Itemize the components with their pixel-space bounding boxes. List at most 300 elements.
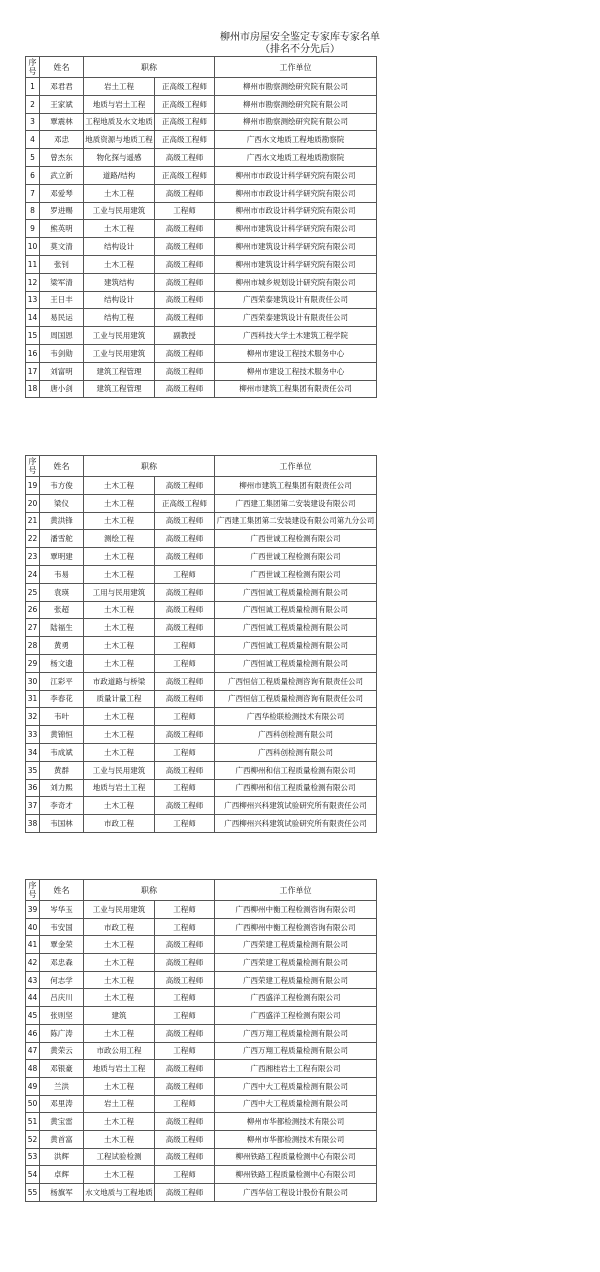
professional-title: 高级工程师	[155, 362, 215, 380]
specialty: 工业与民用建筑	[84, 761, 155, 779]
table-row	[26, 637, 377, 655]
header-no: 序号	[26, 880, 40, 901]
specialty: 土木工程	[84, 1077, 155, 1095]
header-unit: 工作单位	[215, 880, 377, 901]
work-unit: 柳州市市政设计科学研究院有限公司	[215, 166, 377, 184]
expert-name: 张超	[40, 601, 84, 619]
row-number: 55	[26, 1184, 40, 1202]
professional-title: 工程师	[155, 901, 215, 919]
specialty: 土木工程	[84, 1166, 155, 1184]
specialty: 工业与民用建筑	[84, 344, 155, 362]
table-row	[26, 78, 377, 96]
row-number: 26	[26, 601, 40, 619]
table-row	[26, 1077, 377, 1095]
row-number: 37	[26, 797, 40, 815]
work-unit: 柳州市市政设计科学研究院有限公司	[215, 184, 377, 202]
specialty: 市政工程	[84, 918, 155, 936]
row-number: 30	[26, 672, 40, 690]
work-unit: 广西柳州兴科建筑试验研究所有限责任公司	[215, 797, 377, 815]
work-unit: 广西柳州和信工程质量检测有限公司	[215, 779, 377, 797]
expert-name: 洪辉	[40, 1148, 84, 1166]
professional-title: 高级工程师	[155, 690, 215, 708]
row-number: 38	[26, 815, 40, 833]
specialty: 地质与岩土工程	[84, 779, 155, 797]
work-unit: 广西万翔工程质量检测有限公司	[215, 1042, 377, 1060]
table-row	[26, 690, 377, 708]
professional-title: 工程师	[155, 743, 215, 761]
table-row	[26, 477, 377, 495]
professional-title: 高级工程师	[155, 797, 215, 815]
work-unit: 广西科技大学土木建筑工程学院	[215, 327, 377, 345]
work-unit: 广西柳州中衡工程检测咨询有限公司	[215, 918, 377, 936]
row-number: 3	[26, 113, 40, 131]
specialty: 土木工程	[84, 1113, 155, 1131]
expert-name: 张则坚	[40, 1007, 84, 1025]
work-unit: 广西世诚工程检测有限公司	[215, 548, 377, 566]
row-number: 29	[26, 654, 40, 672]
professional-title: 高级工程师	[155, 1077, 215, 1095]
header-no: 序号	[26, 456, 40, 477]
professional-title: 高级工程师	[155, 726, 215, 744]
row-number: 44	[26, 989, 40, 1007]
professional-title: 高级工程师	[155, 619, 215, 637]
work-unit: 广西盛洋工程检测有限公司	[215, 1007, 377, 1025]
work-unit: 广西荣建工程质量检测有限公司	[215, 971, 377, 989]
work-unit: 广西荣泰建筑设计有限责任公司	[215, 291, 377, 309]
header-name: 姓名	[40, 456, 84, 477]
expert-name: 覃明建	[40, 548, 84, 566]
work-unit: 广西华检联检测技术有限公司	[215, 708, 377, 726]
professional-title: 正高级工程师	[155, 113, 215, 131]
professional-title: 高级工程师	[155, 238, 215, 256]
specialty: 建筑结构	[84, 273, 155, 291]
work-unit: 广西水文地质工程地质勘察院	[215, 149, 377, 167]
specialty: 岩土工程	[84, 1095, 155, 1113]
specialty: 市政工程	[84, 815, 155, 833]
work-unit: 广西荣泰建筑设计有限责任公司	[215, 309, 377, 327]
work-unit: 广西万翔工程质量检测有限公司	[215, 1024, 377, 1042]
specialty: 地质资源与地质工程	[84, 131, 155, 149]
row-number: 4	[26, 131, 40, 149]
document-subtitle: （排名不分先后）	[260, 44, 340, 55]
professional-title: 正高级工程师	[155, 78, 215, 96]
expert-name: 黄洪锋	[40, 512, 84, 530]
expert-name: 李春花	[40, 690, 84, 708]
row-number: 10	[26, 238, 40, 256]
work-unit: 广西建工集团第二安装建设有限公司第九分公司	[215, 512, 377, 530]
specialty: 测绘工程	[84, 530, 155, 548]
specialty: 土木工程	[84, 989, 155, 1007]
professional-title: 正高级工程师	[155, 166, 215, 184]
table-row	[26, 565, 377, 583]
work-unit: 广西恒诚工程质量检测有限公司	[215, 654, 377, 672]
table-row	[26, 344, 377, 362]
specialty: 地质与岩土工程	[84, 95, 155, 113]
professional-title: 工程师	[155, 918, 215, 936]
work-unit: 柳州市建筑设计科学研究院有限公司	[215, 220, 377, 238]
table-row	[26, 362, 377, 380]
professional-title: 工程师	[155, 815, 215, 833]
work-unit: 柳州市勘察测绘研究院有限公司	[215, 95, 377, 113]
table-body	[26, 78, 377, 398]
expert-name: 曾杰东	[40, 149, 84, 167]
professional-title: 工程师	[155, 637, 215, 655]
work-unit: 柳州市城乡规划设计研究院有限公司	[215, 273, 377, 291]
work-unit: 柳州市建筑设计科学研究院有限公司	[215, 238, 377, 256]
professional-title: 工程师	[155, 779, 215, 797]
expert-name: 邓忠	[40, 131, 84, 149]
work-unit: 柳州铁路工程质量检测中心有限公司	[215, 1166, 377, 1184]
expert-name: 韦方俊	[40, 477, 84, 495]
table-row	[26, 954, 377, 972]
row-number: 6	[26, 166, 40, 184]
work-unit: 柳州市建筑工程集团有限责任公司	[215, 380, 377, 398]
expert-name: 邓忠森	[40, 954, 84, 972]
table-row	[26, 761, 377, 779]
table-row	[26, 113, 377, 131]
work-unit: 柳州市勘察测绘研究院有限公司	[215, 113, 377, 131]
table-header	[26, 57, 377, 78]
expert-name: 罗进赐	[40, 202, 84, 220]
table-row	[26, 1113, 377, 1131]
work-unit: 广西科创检测有限公司	[215, 726, 377, 744]
row-number: 7	[26, 184, 40, 202]
professional-title: 高级工程师	[155, 477, 215, 495]
expert-name: 周国恩	[40, 327, 84, 345]
professional-title: 副教授	[155, 327, 215, 345]
expert-name: 韦国林	[40, 815, 84, 833]
professional-title: 工程师	[155, 1042, 215, 1060]
expert-name: 邓爱琴	[40, 184, 84, 202]
table-header	[26, 880, 377, 901]
row-number: 36	[26, 779, 40, 797]
professional-title: 工程师	[155, 565, 215, 583]
specialty: 土木工程	[84, 255, 155, 273]
table-row	[26, 619, 377, 637]
expert-name: 熊英明	[40, 220, 84, 238]
expert-name: 韦易	[40, 565, 84, 583]
specialty: 工程试验检测	[84, 1148, 155, 1166]
work-unit: 广西柳州中衡工程检测咨询有限公司	[215, 901, 377, 919]
table-row	[26, 1184, 377, 1202]
table-row	[26, 601, 377, 619]
professional-title: 高级工程师	[155, 971, 215, 989]
expert-name: 王家斌	[40, 95, 84, 113]
expert-table-page-1	[25, 56, 377, 398]
table-row	[26, 131, 377, 149]
expert-name: 王日丰	[40, 291, 84, 309]
specialty: 土木工程	[84, 494, 155, 512]
professional-title: 高级工程师	[155, 530, 215, 548]
row-number: 18	[26, 380, 40, 398]
specialty: 土木工程	[84, 601, 155, 619]
row-number: 47	[26, 1042, 40, 1060]
table-body	[26, 477, 377, 833]
specialty: 物化探与遥感	[84, 149, 155, 167]
row-number: 20	[26, 494, 40, 512]
row-number: 39	[26, 901, 40, 919]
expert-name: 韦安国	[40, 918, 84, 936]
professional-title: 正高级工程师	[155, 494, 215, 512]
row-number: 22	[26, 530, 40, 548]
table-row	[26, 1130, 377, 1148]
expert-name: 韦成斌	[40, 743, 84, 761]
table-row	[26, 971, 377, 989]
specialty: 岩土工程	[84, 78, 155, 96]
work-unit: 广西中大工程质量检测有限公司	[215, 1095, 377, 1113]
professional-title: 高级工程师	[155, 936, 215, 954]
specialty: 水文地质与工程地质	[84, 1184, 155, 1202]
work-unit: 柳州市华都检测技术有限公司	[215, 1130, 377, 1148]
work-unit: 广西中大工程质量检测有限公司	[215, 1077, 377, 1095]
professional-title: 高级工程师	[155, 309, 215, 327]
specialty: 土木工程	[84, 184, 155, 202]
specialty: 建筑工程管理	[84, 362, 155, 380]
work-unit: 广西恒诚工程质量检测有限公司	[215, 601, 377, 619]
specialty: 土木工程	[84, 743, 155, 761]
specialty: 工程地质及水文地质	[84, 113, 155, 131]
header-name: 姓名	[40, 880, 84, 901]
work-unit: 柳州市勘察测绘研究院有限公司	[215, 78, 377, 96]
professional-title: 高级工程师	[155, 1113, 215, 1131]
specialty: 土木工程	[84, 619, 155, 637]
work-unit: 柳州市建设工程技术服务中心	[215, 362, 377, 380]
expert-name: 梁军清	[40, 273, 84, 291]
table-row	[26, 273, 377, 291]
row-number: 35	[26, 761, 40, 779]
specialty: 工用与民用建筑	[84, 583, 155, 601]
row-number: 19	[26, 477, 40, 495]
expert-name: 兰洪	[40, 1077, 84, 1095]
expert-table-page-3	[25, 879, 377, 1202]
table-row	[26, 936, 377, 954]
work-unit: 广西世诚工程检测有限公司	[215, 565, 377, 583]
work-unit: 柳州市建筑工程集团有限责任公司	[215, 477, 377, 495]
table-row	[26, 291, 377, 309]
professional-title: 工程师	[155, 708, 215, 726]
table-row	[26, 708, 377, 726]
specialty: 土木工程	[84, 548, 155, 566]
work-unit: 广西华信工程设计股份有限公司	[215, 1184, 377, 1202]
professional-title: 高级工程师	[155, 512, 215, 530]
work-unit: 柳州市建筑设计科学研究院有限公司	[215, 255, 377, 273]
table-row	[26, 1024, 377, 1042]
header-unit: 工作单位	[215, 57, 377, 78]
row-number: 50	[26, 1095, 40, 1113]
specialty: 地质与岩土工程	[84, 1060, 155, 1078]
row-number: 8	[26, 202, 40, 220]
work-unit: 广西盛洋工程检测有限公司	[215, 989, 377, 1007]
table-header	[26, 456, 377, 477]
work-unit: 柳州铁路工程质量检测中心有限公司	[215, 1148, 377, 1166]
table-row	[26, 149, 377, 167]
row-number: 28	[26, 637, 40, 655]
row-number: 41	[26, 936, 40, 954]
specialty: 土木工程	[84, 797, 155, 815]
professional-title: 高级工程师	[155, 954, 215, 972]
professional-title: 高级工程师	[155, 220, 215, 238]
work-unit: 广西荣建工程质量检测有限公司	[215, 954, 377, 972]
specialty: 土木工程	[84, 954, 155, 972]
specialty: 土木工程	[84, 1024, 155, 1042]
table-row	[26, 255, 377, 273]
professional-title: 高级工程师	[155, 601, 215, 619]
professional-title: 高级工程师	[155, 273, 215, 291]
work-unit: 广西恒诚工程质量检测有限公司	[215, 619, 377, 637]
row-number: 15	[26, 327, 40, 345]
professional-title: 高级工程师	[155, 380, 215, 398]
work-unit: 广西恒信工程质量检测咨询有限责任公司	[215, 672, 377, 690]
professional-title: 高级工程师	[155, 149, 215, 167]
specialty: 市政道路与桥梁	[84, 672, 155, 690]
professional-title: 高级工程师	[155, 761, 215, 779]
table-row	[26, 1042, 377, 1060]
expert-name: 黄锦恒	[40, 726, 84, 744]
specialty: 道路/结构	[84, 166, 155, 184]
work-unit: 广西恒诚工程质量检测有限公司	[215, 583, 377, 601]
work-unit: 广西恒信工程质量检测咨询有限责任公司	[215, 690, 377, 708]
row-number: 31	[26, 690, 40, 708]
expert-name: 陈广涛	[40, 1024, 84, 1042]
specialty: 土木工程	[84, 1130, 155, 1148]
expert-name: 邓银豪	[40, 1060, 84, 1078]
specialty: 土木工程	[84, 708, 155, 726]
expert-name: 刘力熙	[40, 779, 84, 797]
row-number: 33	[26, 726, 40, 744]
table-body	[26, 901, 377, 1202]
row-number: 45	[26, 1007, 40, 1025]
table-row	[26, 530, 377, 548]
specialty: 土木工程	[84, 220, 155, 238]
table-row	[26, 380, 377, 398]
expert-name: 李奇才	[40, 797, 84, 815]
expert-name: 江彩平	[40, 672, 84, 690]
professional-title: 高级工程师	[155, 1060, 215, 1078]
row-number: 32	[26, 708, 40, 726]
specialty: 土木工程	[84, 512, 155, 530]
row-number: 54	[26, 1166, 40, 1184]
table-row	[26, 1060, 377, 1078]
work-unit: 柳州市华都检测技术有限公司	[215, 1113, 377, 1131]
row-number: 51	[26, 1113, 40, 1131]
expert-name: 杨文遗	[40, 654, 84, 672]
row-number: 48	[26, 1060, 40, 1078]
expert-name: 邓里涛	[40, 1095, 84, 1113]
professional-title: 高级工程师	[155, 583, 215, 601]
expert-name: 刘富明	[40, 362, 84, 380]
row-number: 23	[26, 548, 40, 566]
expert-name: 吕庆川	[40, 989, 84, 1007]
expert-name: 卓辉	[40, 1166, 84, 1184]
row-number: 52	[26, 1130, 40, 1148]
row-number: 34	[26, 743, 40, 761]
table-row	[26, 583, 377, 601]
expert-name: 黄群	[40, 761, 84, 779]
work-unit: 广西荣建工程质量检测有限公司	[215, 936, 377, 954]
expert-table-page-2	[25, 455, 377, 833]
specialty: 建筑工程管理	[84, 380, 155, 398]
row-number: 5	[26, 149, 40, 167]
row-number: 12	[26, 273, 40, 291]
professional-title: 工程师	[155, 1166, 215, 1184]
table-row	[26, 327, 377, 345]
specialty: 质量计量工程	[84, 690, 155, 708]
header-name: 姓名	[40, 57, 84, 78]
work-unit: 广西恒诚工程质量检测有限公司	[215, 637, 377, 655]
specialty: 土木工程	[84, 726, 155, 744]
header-field: 职称	[84, 880, 215, 901]
specialty: 土木工程	[84, 654, 155, 672]
row-number: 43	[26, 971, 40, 989]
expert-name: 韦剑勋	[40, 344, 84, 362]
professional-title: 高级工程师	[155, 344, 215, 362]
expert-name: 何志学	[40, 971, 84, 989]
row-number: 21	[26, 512, 40, 530]
expert-name: 韦叶	[40, 708, 84, 726]
specialty: 土木工程	[84, 565, 155, 583]
work-unit: 柳州市建设工程技术服务中心	[215, 344, 377, 362]
table-row	[26, 184, 377, 202]
table-row	[26, 1148, 377, 1166]
header-field: 职称	[84, 57, 215, 78]
expert-name: 黄勇	[40, 637, 84, 655]
row-number: 2	[26, 95, 40, 113]
table-row	[26, 901, 377, 919]
specialty: 土木工程	[84, 971, 155, 989]
row-number: 53	[26, 1148, 40, 1166]
expert-name: 陆福生	[40, 619, 84, 637]
table-row	[26, 309, 377, 327]
table-row	[26, 1007, 377, 1025]
specialty: 工业与民用建筑	[84, 901, 155, 919]
row-number: 40	[26, 918, 40, 936]
professional-title: 工程师	[155, 989, 215, 1007]
specialty: 建筑	[84, 1007, 155, 1025]
table-row	[26, 95, 377, 113]
table-row	[26, 1095, 377, 1113]
expert-name: 黄宝雷	[40, 1113, 84, 1131]
table-row	[26, 989, 377, 1007]
expert-name: 张钊	[40, 255, 84, 273]
professional-title: 工程师	[155, 1007, 215, 1025]
work-unit: 广西世诚工程检测有限公司	[215, 530, 377, 548]
professional-title: 工程师	[155, 202, 215, 220]
table-row	[26, 743, 377, 761]
specialty: 结构设计	[84, 238, 155, 256]
work-unit: 广西建工集团第二安装建设有限公司	[215, 494, 377, 512]
specialty: 结构工程	[84, 309, 155, 327]
document-title: 柳州市房屋安全鉴定专家库专家名单	[220, 32, 380, 43]
work-unit: 柳州市市政设计科学研究院有限公司	[215, 202, 377, 220]
specialty: 土木工程	[84, 477, 155, 495]
table-row	[26, 512, 377, 530]
expert-name: 莫文清	[40, 238, 84, 256]
expert-name: 覃震林	[40, 113, 84, 131]
expert-name: 岑华玉	[40, 901, 84, 919]
professional-title: 高级工程师	[155, 1148, 215, 1166]
specialty: 工业与民用建筑	[84, 202, 155, 220]
expert-name: 易民运	[40, 309, 84, 327]
professional-title: 高级工程师	[155, 548, 215, 566]
table-row	[26, 654, 377, 672]
row-number: 24	[26, 565, 40, 583]
expert-name: 黄首富	[40, 1130, 84, 1148]
table-row	[26, 166, 377, 184]
row-number: 9	[26, 220, 40, 238]
header-unit: 工作单位	[215, 456, 377, 477]
header-no: 序号	[26, 57, 40, 78]
row-number: 49	[26, 1077, 40, 1095]
